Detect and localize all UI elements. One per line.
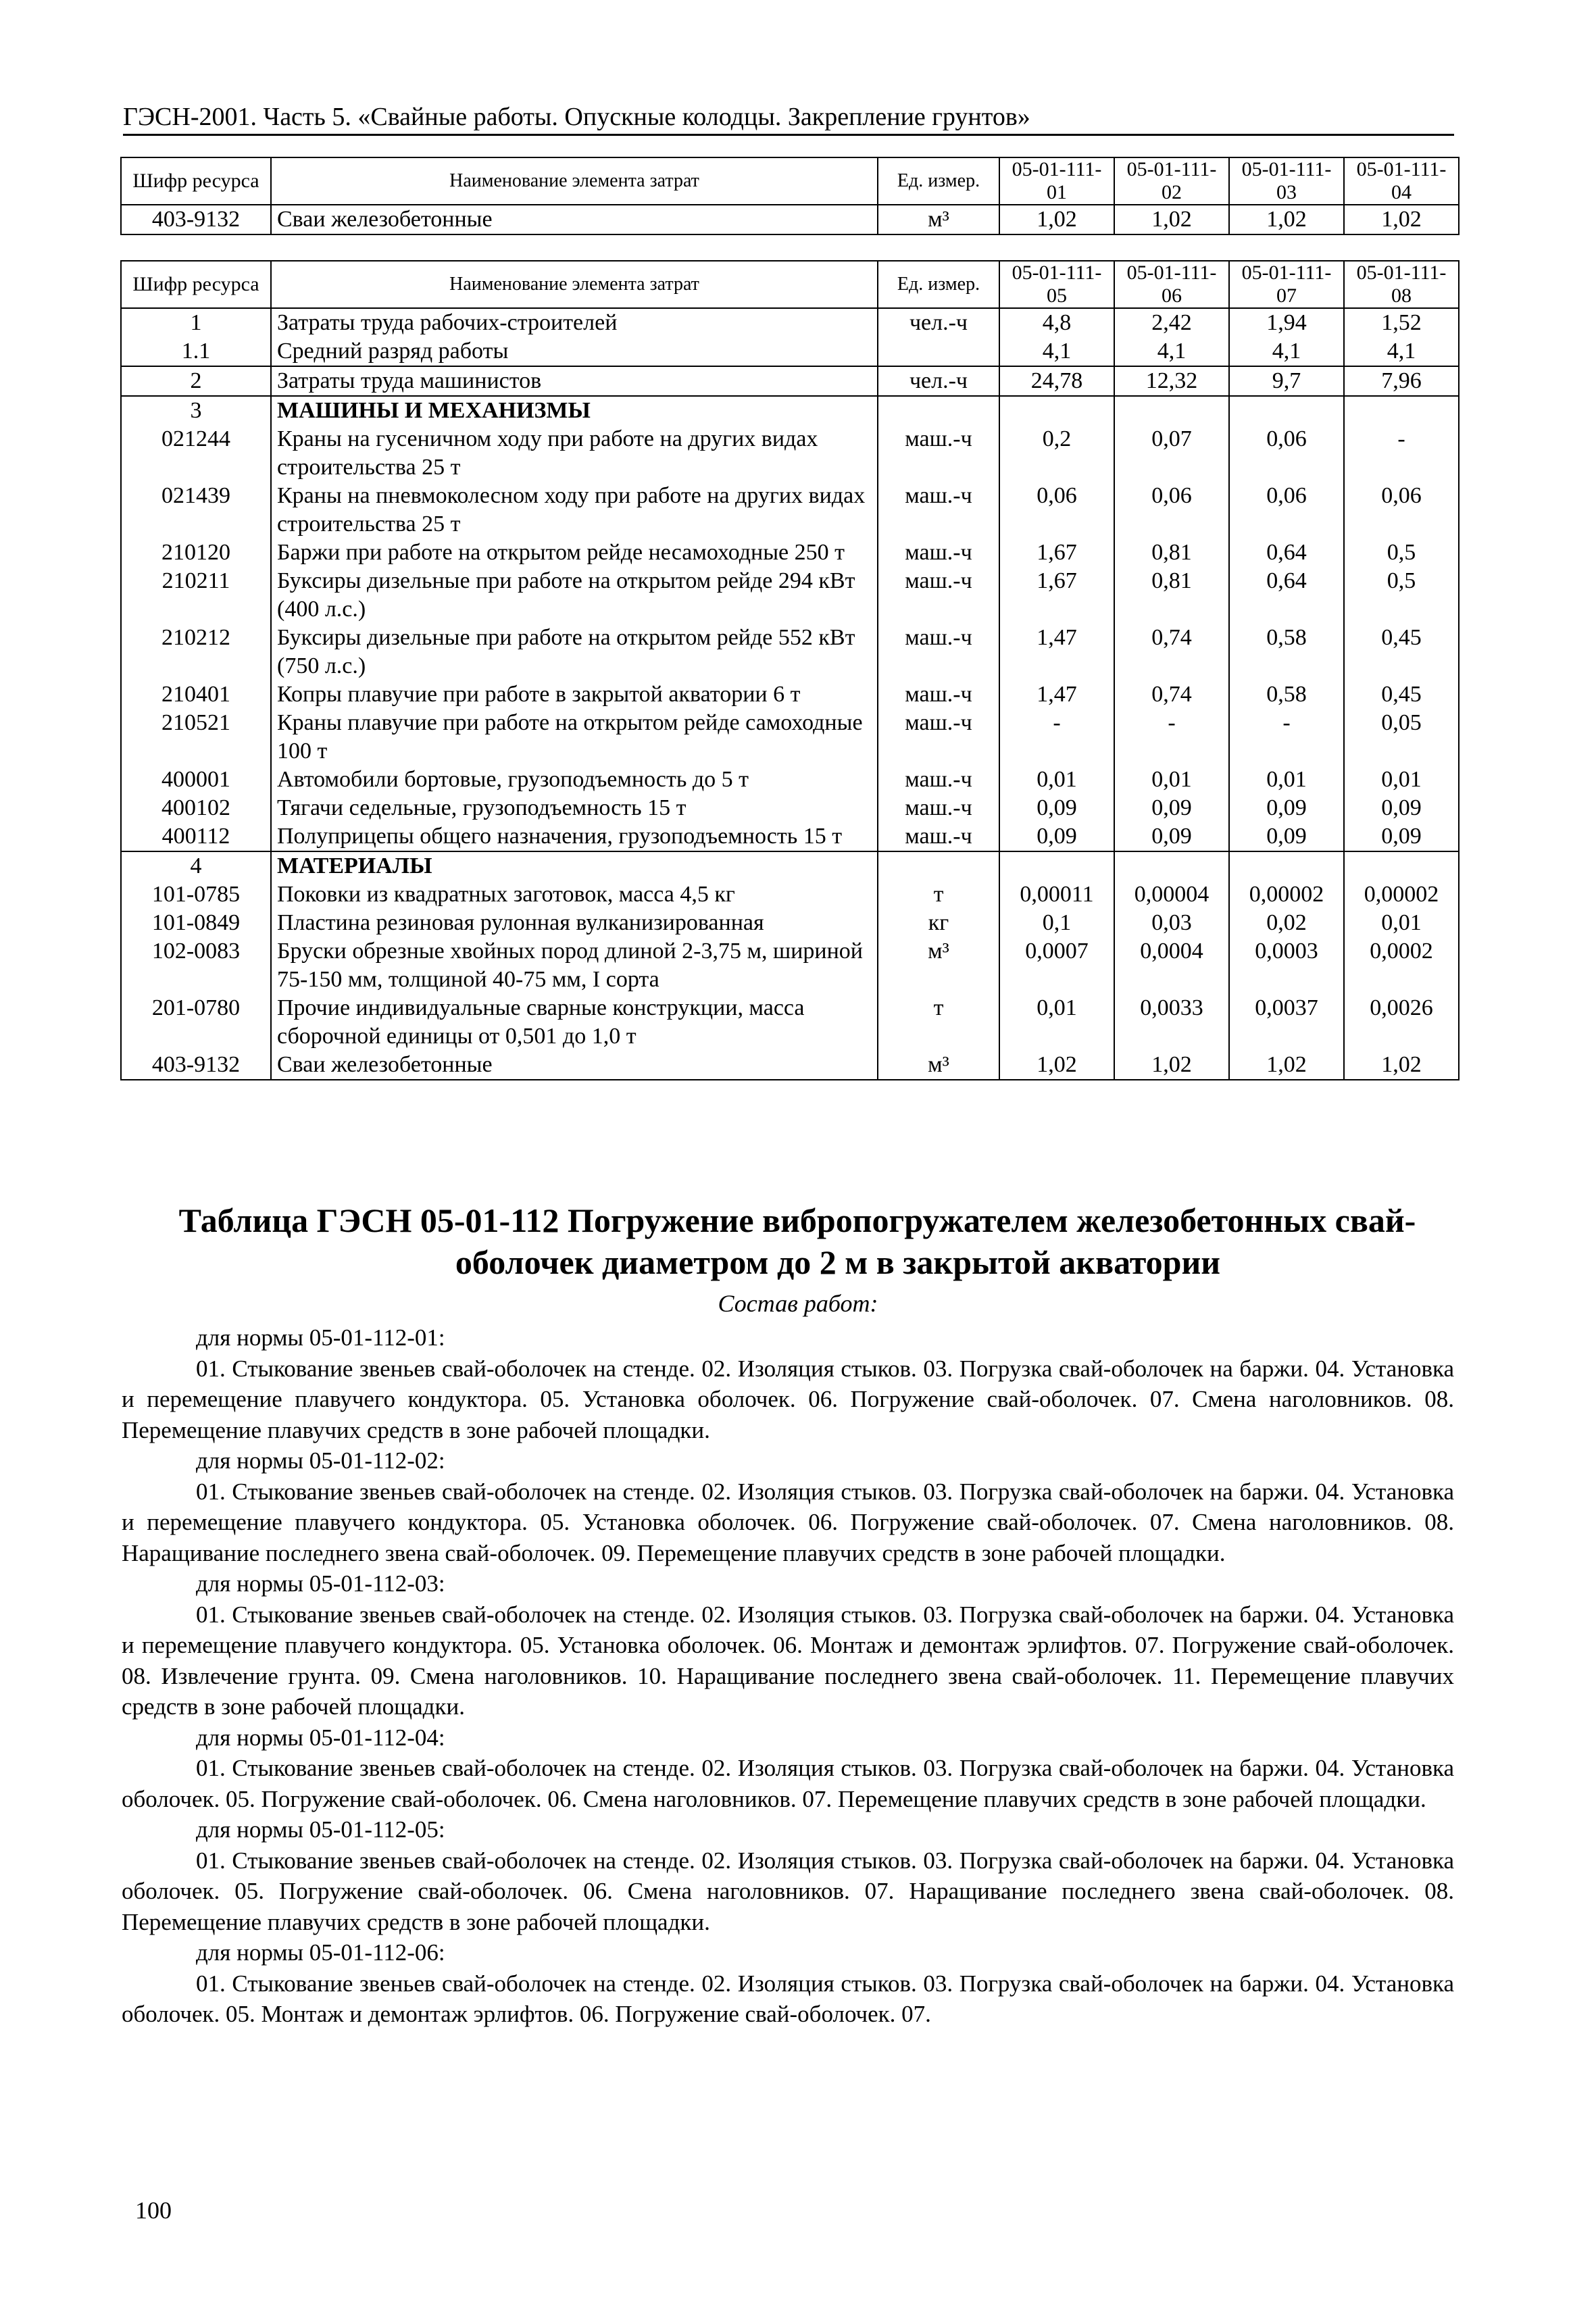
cell-code: 4 — [121, 851, 271, 880]
cell-value: 0,06 — [1114, 482, 1229, 539]
cell-value: 0,09 — [1229, 794, 1344, 822]
works-subtitle: Состав работ: — [718, 1290, 878, 1317]
cell-value: 0,06 — [1229, 482, 1344, 539]
norm-label: для нормы 05-01-112-02: — [196, 1447, 445, 1474]
cell-unit — [878, 396, 999, 425]
cell-unit: м³ — [878, 937, 999, 994]
table-row — [121, 794, 1459, 822]
cell-value: 0,81 — [1114, 567, 1229, 624]
page-header: ГЭСН-2001. Часть 5. «Свайные работы. Опускные колодцы. Закрепление грунтов» — [123, 101, 1454, 136]
cell-code: 400001 — [121, 766, 271, 794]
cell-value: 1,02 — [1229, 1051, 1344, 1080]
cell-value: 0,01 — [1344, 909, 1459, 937]
cell-value — [1344, 851, 1459, 880]
cell-value: 1,67 — [999, 539, 1114, 567]
cell-name: Затраты труда машинистов — [271, 366, 878, 396]
cell-code: 210521 — [121, 709, 271, 766]
cell-name: МАТЕРИАЛЫ — [271, 851, 878, 880]
cell-value: 1,52 — [1344, 308, 1459, 337]
section-title-line2: оболочек диаметром до 2 м в закрытой акватории — [455, 1243, 1221, 1281]
cell-value: 0,81 — [1114, 539, 1229, 567]
cell-value: 0,5 — [1344, 567, 1459, 624]
cell-value: 1,02 — [1344, 205, 1459, 234]
cell-value: 0,09 — [1114, 794, 1229, 822]
table-row — [121, 937, 1459, 994]
cell-value: 0,64 — [1229, 567, 1344, 624]
header-col: 05-01-111-05 — [999, 261, 1114, 308]
table-row — [121, 851, 1459, 880]
cell-value: 0,06 — [1344, 482, 1459, 539]
norm-label: для нормы 05-01-112-01: — [196, 1324, 445, 1351]
cell-code: 400102 — [121, 794, 271, 822]
cell-value: 0,0004 — [1114, 937, 1229, 994]
cell-unit — [878, 851, 999, 880]
cell-value: 4,1 — [1229, 337, 1344, 366]
works-list — [122, 1322, 1454, 2030]
table-row — [121, 366, 1459, 396]
cell-name: Копры плавучие при работе в закрытой акватории 6 т — [271, 680, 878, 709]
cell-value: 0,09 — [1344, 822, 1459, 851]
cell-value: 1,02 — [1344, 1051, 1459, 1080]
cell-value: 0,00002 — [1344, 880, 1459, 909]
header-code: Шифр ресурса — [121, 261, 271, 308]
cell-value: - — [1229, 709, 1344, 766]
cell-name: Сваи железобетонные — [271, 1051, 878, 1080]
cell-value: - — [1344, 425, 1459, 482]
cell-unit: маш.-ч — [878, 822, 999, 851]
cell-value — [1229, 851, 1344, 880]
cell-unit: маш.-ч — [878, 539, 999, 567]
cell-unit: маш.-ч — [878, 766, 999, 794]
cell-value: 0,09 — [999, 822, 1114, 851]
norm-label: для нормы 05-01-112-05: — [196, 1816, 445, 1843]
header-col: 05-01-111-06 — [1114, 261, 1229, 308]
cell-value: 0,1 — [999, 909, 1114, 937]
cell-value: 0,58 — [1229, 624, 1344, 680]
cell-value: 1,02 — [1114, 205, 1229, 234]
cell-code: 403-9132 — [121, 205, 271, 234]
cell-value: 1,67 — [999, 567, 1114, 624]
cell-unit: кг — [878, 909, 999, 937]
cell-code: 210212 — [121, 624, 271, 680]
cell-value: - — [999, 709, 1114, 766]
cell-unit: чел.-ч — [878, 366, 999, 396]
cell-value: 0,09 — [1114, 822, 1229, 851]
cell-value: 0,00004 — [1114, 880, 1229, 909]
cell-value: 12,32 — [1114, 366, 1229, 396]
cell-name: Автомобили бортовые, грузоподъемность до 5 т — [271, 766, 878, 794]
cell-value: 0,09 — [999, 794, 1114, 822]
cell-value: 0,01 — [1344, 766, 1459, 794]
table-row — [121, 482, 1459, 539]
cell-value: 4,1 — [999, 337, 1114, 366]
cell-name: Средний разряд работы — [271, 337, 878, 366]
page-number: 100 — [135, 2197, 172, 2224]
cell-unit: чел.-ч — [878, 308, 999, 337]
cell-value: 0,74 — [1114, 680, 1229, 709]
cell-value — [999, 396, 1114, 425]
section-title-line1: Таблица ГЭСН 05-01-112 Погружение вибропогружателем железобетонных свай- — [178, 1201, 1416, 1239]
cell-name: Тягачи седельные, грузоподъемность 15 т — [271, 794, 878, 822]
header-unit: Ед. измер. — [878, 157, 999, 205]
cell-unit — [878, 337, 999, 366]
cell-unit: маш.-ч — [878, 482, 999, 539]
table-row — [121, 308, 1459, 337]
header-code: Шифр ресурса — [121, 157, 271, 205]
header-col: 05-01-111-03 — [1229, 157, 1344, 205]
resource-table-2 — [120, 260, 1460, 1080]
cell-unit: маш.-ч — [878, 425, 999, 482]
table-row — [121, 766, 1459, 794]
cell-unit: маш.-ч — [878, 567, 999, 624]
cell-value: 0,01 — [1229, 766, 1344, 794]
cell-name: Краны плавучие при работе на открытом рейде самоходные 100 т — [271, 709, 878, 766]
cell-value: 2,42 — [1114, 308, 1229, 337]
section-title — [135, 1199, 1460, 1283]
cell-name: Поковки из квадратных заготовок, масса 4,5 кг — [271, 880, 878, 909]
cell-code: 2 — [121, 366, 271, 396]
cell-value: 0,05 — [1344, 709, 1459, 766]
cell-value: 1,02 — [999, 1051, 1114, 1080]
cell-value: 0,64 — [1229, 539, 1344, 567]
cell-name: Краны на гусеничном ходу при работе на других видах строительства 25 т — [271, 425, 878, 482]
cell-code: 101-0785 — [121, 880, 271, 909]
cell-value: 0,00002 — [1229, 880, 1344, 909]
cell-code: 210211 — [121, 567, 271, 624]
cell-code: 403-9132 — [121, 1051, 271, 1080]
cell-value: 0,00011 — [999, 880, 1114, 909]
norm-label: для нормы 05-01-112-03: — [196, 1570, 445, 1597]
cell-value: 7,96 — [1344, 366, 1459, 396]
cell-value: 0,02 — [1229, 909, 1344, 937]
cell-value: 4,1 — [1344, 337, 1459, 366]
cell-unit: маш.-ч — [878, 680, 999, 709]
cell-value — [999, 851, 1114, 880]
cell-name: Пластина резиновая рулонная вулканизированная — [271, 909, 878, 937]
cell-value: 0,0007 — [999, 937, 1114, 994]
header-col: 05-01-111-01 — [999, 157, 1114, 205]
cell-code: 021439 — [121, 482, 271, 539]
cell-code: 210401 — [121, 680, 271, 709]
table-row — [121, 539, 1459, 567]
cell-name: Затраты труда рабочих-строителей — [271, 308, 878, 337]
cell-value: 4,1 — [1114, 337, 1229, 366]
resource-table-1 — [120, 157, 1460, 235]
table-row — [121, 709, 1459, 766]
cell-unit: маш.-ч — [878, 794, 999, 822]
cell-value: 1,94 — [1229, 308, 1344, 337]
norm-description: 01. Стыкование звеньев свай-оболочек на стенде. 02. Изоляция стыков. 03. Погрузка свай-оболочек на баржи. 04. Установка и перемещение плавучего кондуктора. 05. Установка оболочек. 06. Погружение свай-оболочек. 07. Смена наголовников. 08. Перемещение плавучих средств в зоне рабочей площадки. — [122, 1355, 1454, 1443]
cell-value: 0,03 — [1114, 909, 1229, 937]
cell-value: 1,02 — [999, 205, 1114, 234]
table-row — [121, 337, 1459, 366]
cell-value: 0,45 — [1344, 624, 1459, 680]
cell-value — [1114, 396, 1229, 425]
cell-name: Прочие индивидуальные сварные конструкции, масса сборочной единицы от 0,501 до 1,0 т — [271, 994, 878, 1051]
cell-value: 4,8 — [999, 308, 1114, 337]
cell-code: 400112 — [121, 822, 271, 851]
norm-description: 01. Стыкование звеньев свай-оболочек на стенде. 02. Изоляция стыков. 03. Погрузка свай-оболочек на баржи. 04. Установка оболочек. 05. Монтаж и демонтаж эрлифтов. 06. Погружение свай-оболочек. 07. — [122, 1970, 1454, 2027]
cell-value: 0,74 — [1114, 624, 1229, 680]
header-unit: Ед. измер. — [878, 261, 999, 308]
cell-value: 0,0026 — [1344, 994, 1459, 1051]
cell-unit: м³ — [878, 1051, 999, 1080]
norm-description: 01. Стыкование звеньев свай-оболочек на стенде. 02. Изоляция стыков. 03. Погрузка свай-оболочек на баржи. 04. Установка оболочек. 05. Погружение свай-оболочек. 06. Смена наголовников. 07. Перемещение плавучих средств в зоне рабочей площадки. — [122, 1755, 1454, 1812]
cell-value: 0,07 — [1114, 425, 1229, 482]
cell-unit: маш.-ч — [878, 624, 999, 680]
cell-code: 101-0849 — [121, 909, 271, 937]
cell-name: Краны на пневмоколесном ходу при работе на других видах строительства 25 т — [271, 482, 878, 539]
table-row — [121, 1051, 1459, 1080]
cell-value: 0,0002 — [1344, 937, 1459, 994]
table-row — [121, 567, 1459, 624]
cell-value: 1,02 — [1114, 1051, 1229, 1080]
table-row — [121, 994, 1459, 1051]
cell-name: Полуприцепы общего назначения, грузоподъемность 15 т — [271, 822, 878, 851]
header-col: 05-01-111-08 — [1344, 261, 1459, 308]
cell-value: 0,01 — [999, 766, 1114, 794]
cell-code: 210120 — [121, 539, 271, 567]
cell-value: 24,78 — [999, 366, 1114, 396]
cell-name: Баржи при работе на открытом рейде несамоходные 250 т — [271, 539, 878, 567]
norm-description: 01. Стыкование звеньев свай-оболочек на стенде. 02. Изоляция стыков. 03. Погрузка свай-оболочек на баржи. 04. Установка и перемещение плавучего кондуктора. 05. Установка оболочек. 06. Монтаж и демонтаж эрлифтов. 07. Погружение свай-оболочек. 08. Извлечение грунта. 09. Смена наголовников. 10. Наращивание последнего звена свай-оболочек. 11. Перемещение плавучих средств в зоне рабочей площадки. — [122, 1601, 1454, 1720]
cell-value: 0,01 — [999, 994, 1114, 1051]
table-row — [121, 425, 1459, 482]
norm-label: для нормы 05-01-112-06: — [196, 1939, 445, 1966]
norm-description: 01. Стыкование звеньев свай-оболочек на стенде. 02. Изоляция стыков. 03. Погрузка свай-оболочек на баржи. 04. Установка оболочек. 05. Погружение свай-оболочек. 06. Смена наголовников. 07. Наращивание последнего звена свай-оболочек. 08. Перемещение плавучих средств в зоне рабочей площадки. — [122, 1847, 1454, 1935]
cell-value: 0,0037 — [1229, 994, 1344, 1051]
cell-code: 102-0083 — [121, 937, 271, 994]
cell-value: 0,0003 — [1229, 937, 1344, 994]
cell-value: 1,47 — [999, 624, 1114, 680]
cell-unit: т — [878, 880, 999, 909]
table-row — [121, 624, 1459, 680]
cell-name: Сваи железобетонные — [271, 205, 878, 234]
cell-code: 021244 — [121, 425, 271, 482]
header-name: Наименование элемента затрат — [271, 261, 878, 308]
cell-value: 0,06 — [999, 482, 1114, 539]
cell-name: Буксиры дизельные при работе на открытом рейде 294 кВт (400 л.с.) — [271, 567, 878, 624]
table-row — [121, 396, 1459, 425]
cell-value: 0,09 — [1344, 794, 1459, 822]
cell-value — [1229, 396, 1344, 425]
header-col: 05-01-111-02 — [1114, 157, 1229, 205]
cell-value: 0,2 — [999, 425, 1114, 482]
table-row — [121, 909, 1459, 937]
cell-unit: м³ — [878, 205, 999, 234]
cell-unit: маш.-ч — [878, 709, 999, 766]
cell-name: Буксиры дизельные при работе на открытом рейде 552 кВт (750 л.с.) — [271, 624, 878, 680]
cell-name: МАШИНЫ И МЕХАНИЗМЫ — [271, 396, 878, 425]
cell-value: 1,02 — [1229, 205, 1344, 234]
table-row — [121, 822, 1459, 851]
cell-value: 0,45 — [1344, 680, 1459, 709]
cell-value — [1344, 396, 1459, 425]
cell-code: 3 — [121, 396, 271, 425]
cell-value: 1,47 — [999, 680, 1114, 709]
table-row — [121, 205, 1459, 234]
norm-label: для нормы 05-01-112-04: — [196, 1724, 445, 1751]
cell-value: 0,09 — [1229, 822, 1344, 851]
cell-value: 0,0033 — [1114, 994, 1229, 1051]
cell-name: Бруски обрезные хвойных пород длиной 2-3,75 м, шириной 75-150 мм, толщиной 40-75 мм, I сорта — [271, 937, 878, 994]
table-row — [121, 880, 1459, 909]
cell-code: 1.1 — [121, 337, 271, 366]
cell-value: 0,06 — [1229, 425, 1344, 482]
cell-value: 0,01 — [1114, 766, 1229, 794]
header-col: 05-01-111-07 — [1229, 261, 1344, 308]
table-row — [121, 680, 1459, 709]
header-col: 05-01-111-04 — [1344, 157, 1459, 205]
header-name: Наименование элемента затрат — [271, 157, 878, 205]
cell-value — [1114, 851, 1229, 880]
cell-value: 0,58 — [1229, 680, 1344, 709]
cell-value: 9,7 — [1229, 366, 1344, 396]
cell-unit: т — [878, 994, 999, 1051]
cell-value: 0,5 — [1344, 539, 1459, 567]
cell-code: 201-0780 — [121, 994, 271, 1051]
table-header-row — [121, 157, 1459, 205]
cell-code: 1 — [121, 308, 271, 337]
cell-value: - — [1114, 709, 1229, 766]
table-header-row — [121, 261, 1459, 308]
norm-description: 01. Стыкование звеньев свай-оболочек на стенде. 02. Изоляция стыков. 03. Погрузка свай-оболочек на баржи. 04. Установка и перемещение плавучего кондуктора. 05. Установка оболочек. 06. Погружение свай-оболочек. 07. Смена наголовников. 08. Наращивание последнего звена свай-оболочек. 09. Перемещение плавучих средств в зоне рабочей площадки. — [122, 1478, 1454, 1566]
